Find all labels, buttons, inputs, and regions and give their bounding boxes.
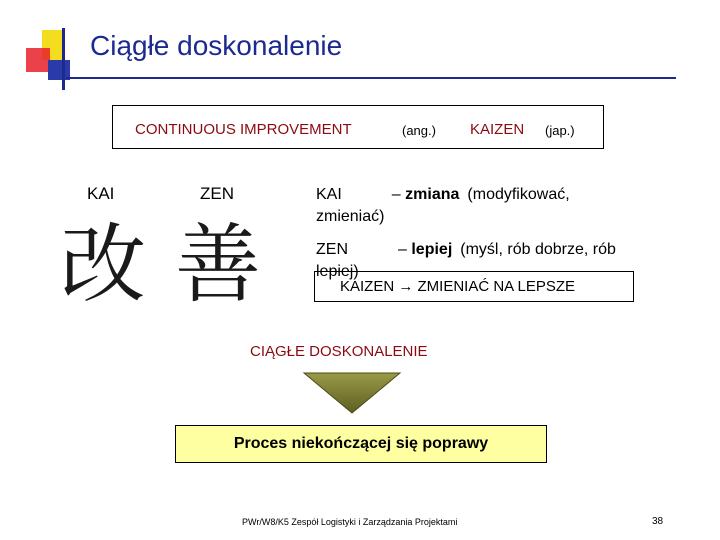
proces-text: Proces niekończącej się poprawy bbox=[233, 435, 489, 452]
zen-term: ZEN bbox=[316, 241, 348, 258]
kaizen-text: KAIZEN bbox=[470, 121, 525, 138]
down-arrow-icon bbox=[302, 372, 402, 414]
zen-rest: (myśl, rób dobrze, rób bbox=[460, 241, 616, 258]
kai-rest: (modyfikować, bbox=[467, 186, 570, 203]
zen-definition bbox=[316, 241, 616, 259]
zen-definition-line2: lepiej) bbox=[316, 263, 359, 280]
kai-bold: zmiana bbox=[405, 186, 460, 203]
zen-bold: lepiej bbox=[411, 241, 453, 258]
zen-kanji: 善 bbox=[175, 215, 261, 315]
zen-dash: – bbox=[398, 241, 407, 258]
kai-dash: – bbox=[391, 186, 401, 203]
slide-title: Ciągłe doskonalenie bbox=[90, 30, 343, 61]
kai-definition-line2: zmieniać) bbox=[316, 208, 385, 225]
ang-text: (ang.) bbox=[402, 123, 436, 138]
footer-text: PWr/W8/K5 Zespół Logistyki i Zarządzania Projektami bbox=[242, 517, 458, 527]
title-underline bbox=[66, 77, 676, 79]
kaizen-equation: KAIZEN → ZMIENIAĆ NA LEPSZE bbox=[340, 278, 576, 295]
ciagle-doskonalenie-text: CIĄGŁE DOSKONALENIE bbox=[250, 343, 428, 360]
zen-label: ZEN bbox=[200, 184, 234, 203]
decor-red-square bbox=[26, 48, 50, 72]
kai-term: KAI bbox=[316, 186, 342, 203]
jap-text: (jap.) bbox=[545, 123, 575, 138]
page-number: 38 bbox=[652, 516, 664, 527]
kai-kanji: 改 bbox=[60, 215, 146, 315]
kai-label: KAI bbox=[87, 184, 115, 203]
continuous-improvement-text: CONTINUOUS IMPROVEMENT bbox=[135, 121, 352, 138]
kai-definition bbox=[316, 186, 570, 204]
decor-vertical-line bbox=[62, 28, 65, 90]
